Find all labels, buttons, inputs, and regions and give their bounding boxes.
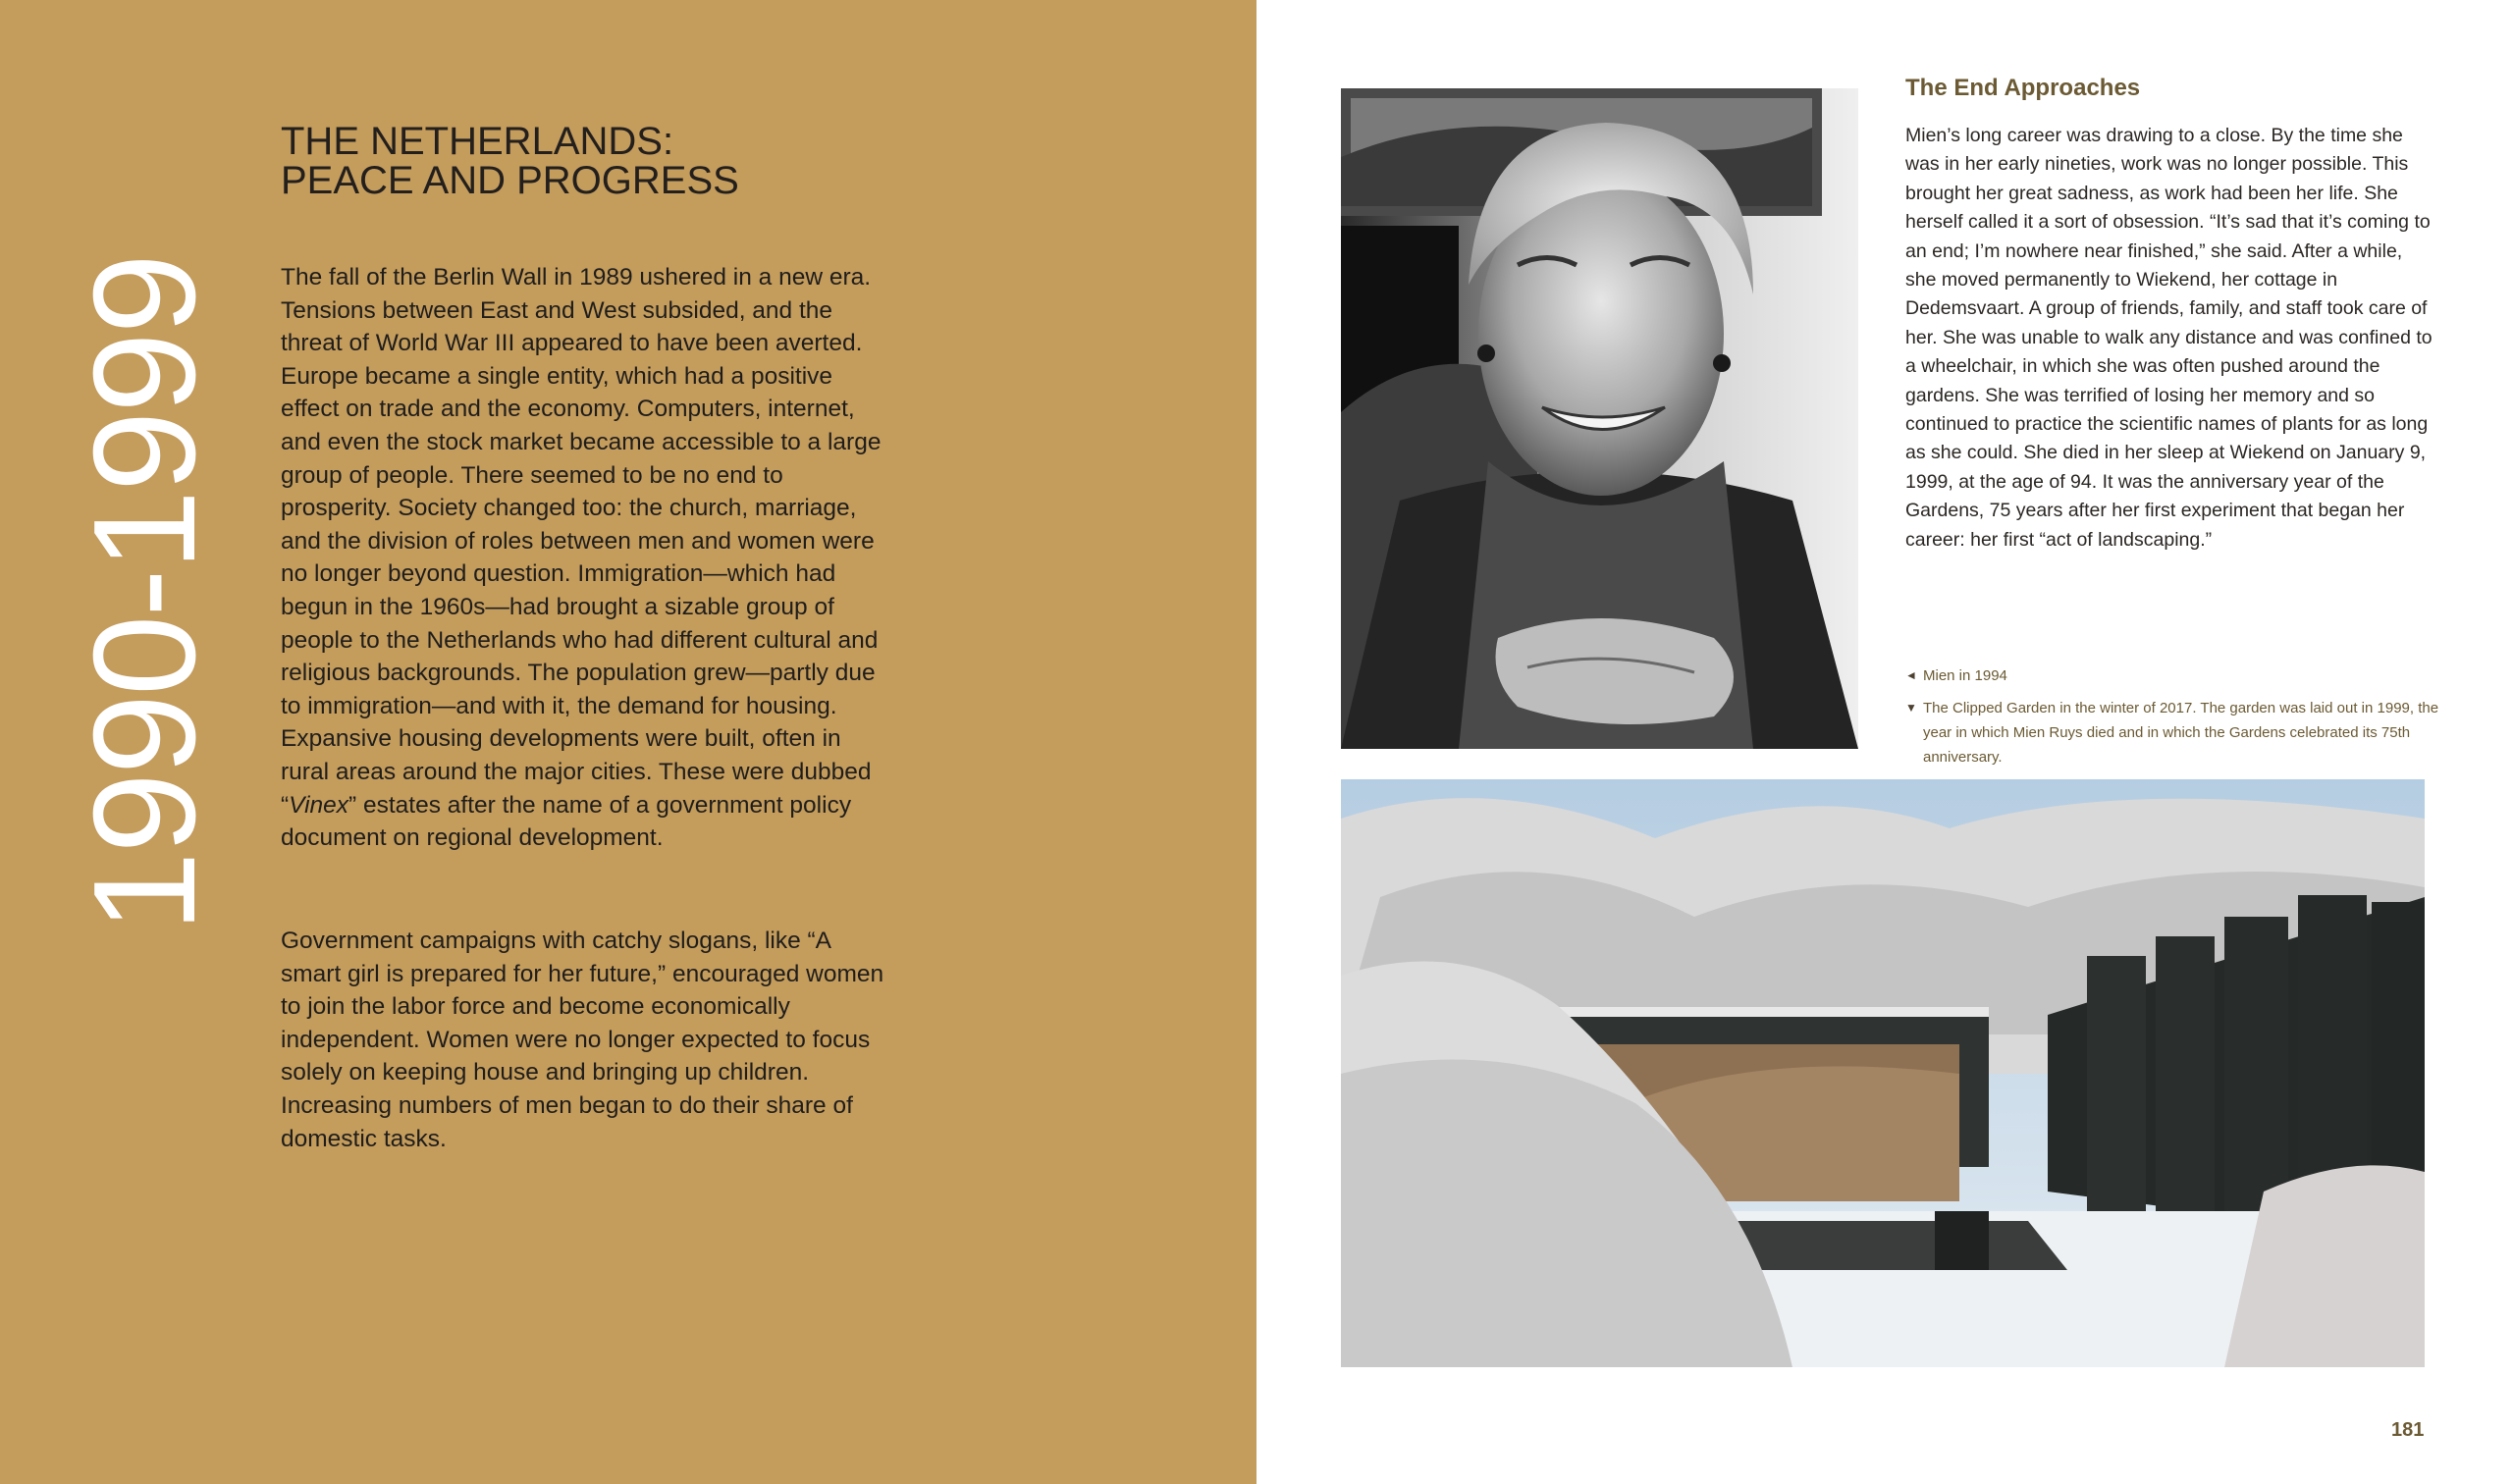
portrait-illustration [1341, 88, 1858, 749]
body-paragraph-2: Government campaigns with catchy slogans, like “A smart girl is prepared for her future,” encouraged women to join the labor force and become economically independent. Women were no longer expected to focus solely on keeping house and bringing up children. Increasing numbers of men began to do their share of domestic tasks. [281, 928, 884, 1152]
garden-photo [1341, 779, 2425, 1367]
caption-garden [1905, 696, 2455, 769]
down-triangle-icon: ▼ [1905, 701, 1917, 715]
section-text: Mien’s long career was drawing to a close. By the time she was in her early nineties, work was no longer possible. This brought her great sadness, as work had been her life. She herself called it a sort of obsession. “It’s sad that it’s coming to an end; I’m nowhere near finished,” she said. After a while, she moved permanently to Wiekend, her cottage in Dedemsvaart. A group of friends, family, and staff took care of her. She was unable to walk any distance and was confined to a wheelchair, in which she was often pushed around the gardens. She was terrified of losing her memory and so continued to practice the scientific names of plants for as long as she could. She died in her sleep at Wiekend on January 9, 1999, at the age of 94. It was the anniversary year of the Gardens, 75 years after her first experiment that began her career: her first “act of landscaping.” [1905, 125, 2433, 551]
section-heading: The End Approaches [1905, 75, 2141, 101]
left-triangle-icon: ◄ [1905, 668, 1917, 682]
chapter-title-line-2: PEACE AND PROGRESS [281, 159, 739, 202]
caption-garden-text: The Clipped Garden in the winter of 2017. The garden was laid out in 1999, the year in which Mien Ruys died and in which the Gardens celebrated its 75th anniversary. [1923, 700, 2439, 766]
body-paragraph-1 [281, 261, 889, 855]
chapter-title [281, 122, 968, 200]
body-paragraph-1-part-2: ” estates after the name of a government policy document on regional development. [281, 791, 852, 852]
caption-portrait [1905, 663, 2455, 688]
left-page [0, 0, 1256, 1484]
decade-heading: 1990-1999 [64, 255, 226, 932]
chapter-title-line-1: THE NETHERLANDS: [281, 120, 674, 163]
caption-portrait-text: Mien in 1994 [1923, 667, 2007, 684]
portrait-photo [1341, 88, 1858, 749]
page-number: 181 [2391, 1419, 2425, 1441]
body-paragraph-1-part-1: The fall of the Berlin Wall in 1989 ushered in a new era. Tensions between East and West subsided, and the threat of World War III appeared to have been averted. Europe became a single entity, which had a positive effect on trade and the economy. Computers, internet, and even the stock market became accessible to a large group of people. There seemed to be no end to prosperity. Society changed too: the church, marriage, and the division of roles between men and women were no longer beyond question. Immigration—which had begun in the 1960s—had brought a sizable group of people to the Netherlands who had different cultural and religious backgrounds. The population grew—partly due to immigration—and with it, the demand for housing. Expansive housing developments were built, often in rural areas around the major cities. These were dubbed “ [281, 264, 882, 819]
vinex-italic: Vinex [289, 791, 349, 819]
photo-captions [1905, 663, 2455, 777]
garden-illustration [1341, 779, 2425, 1367]
